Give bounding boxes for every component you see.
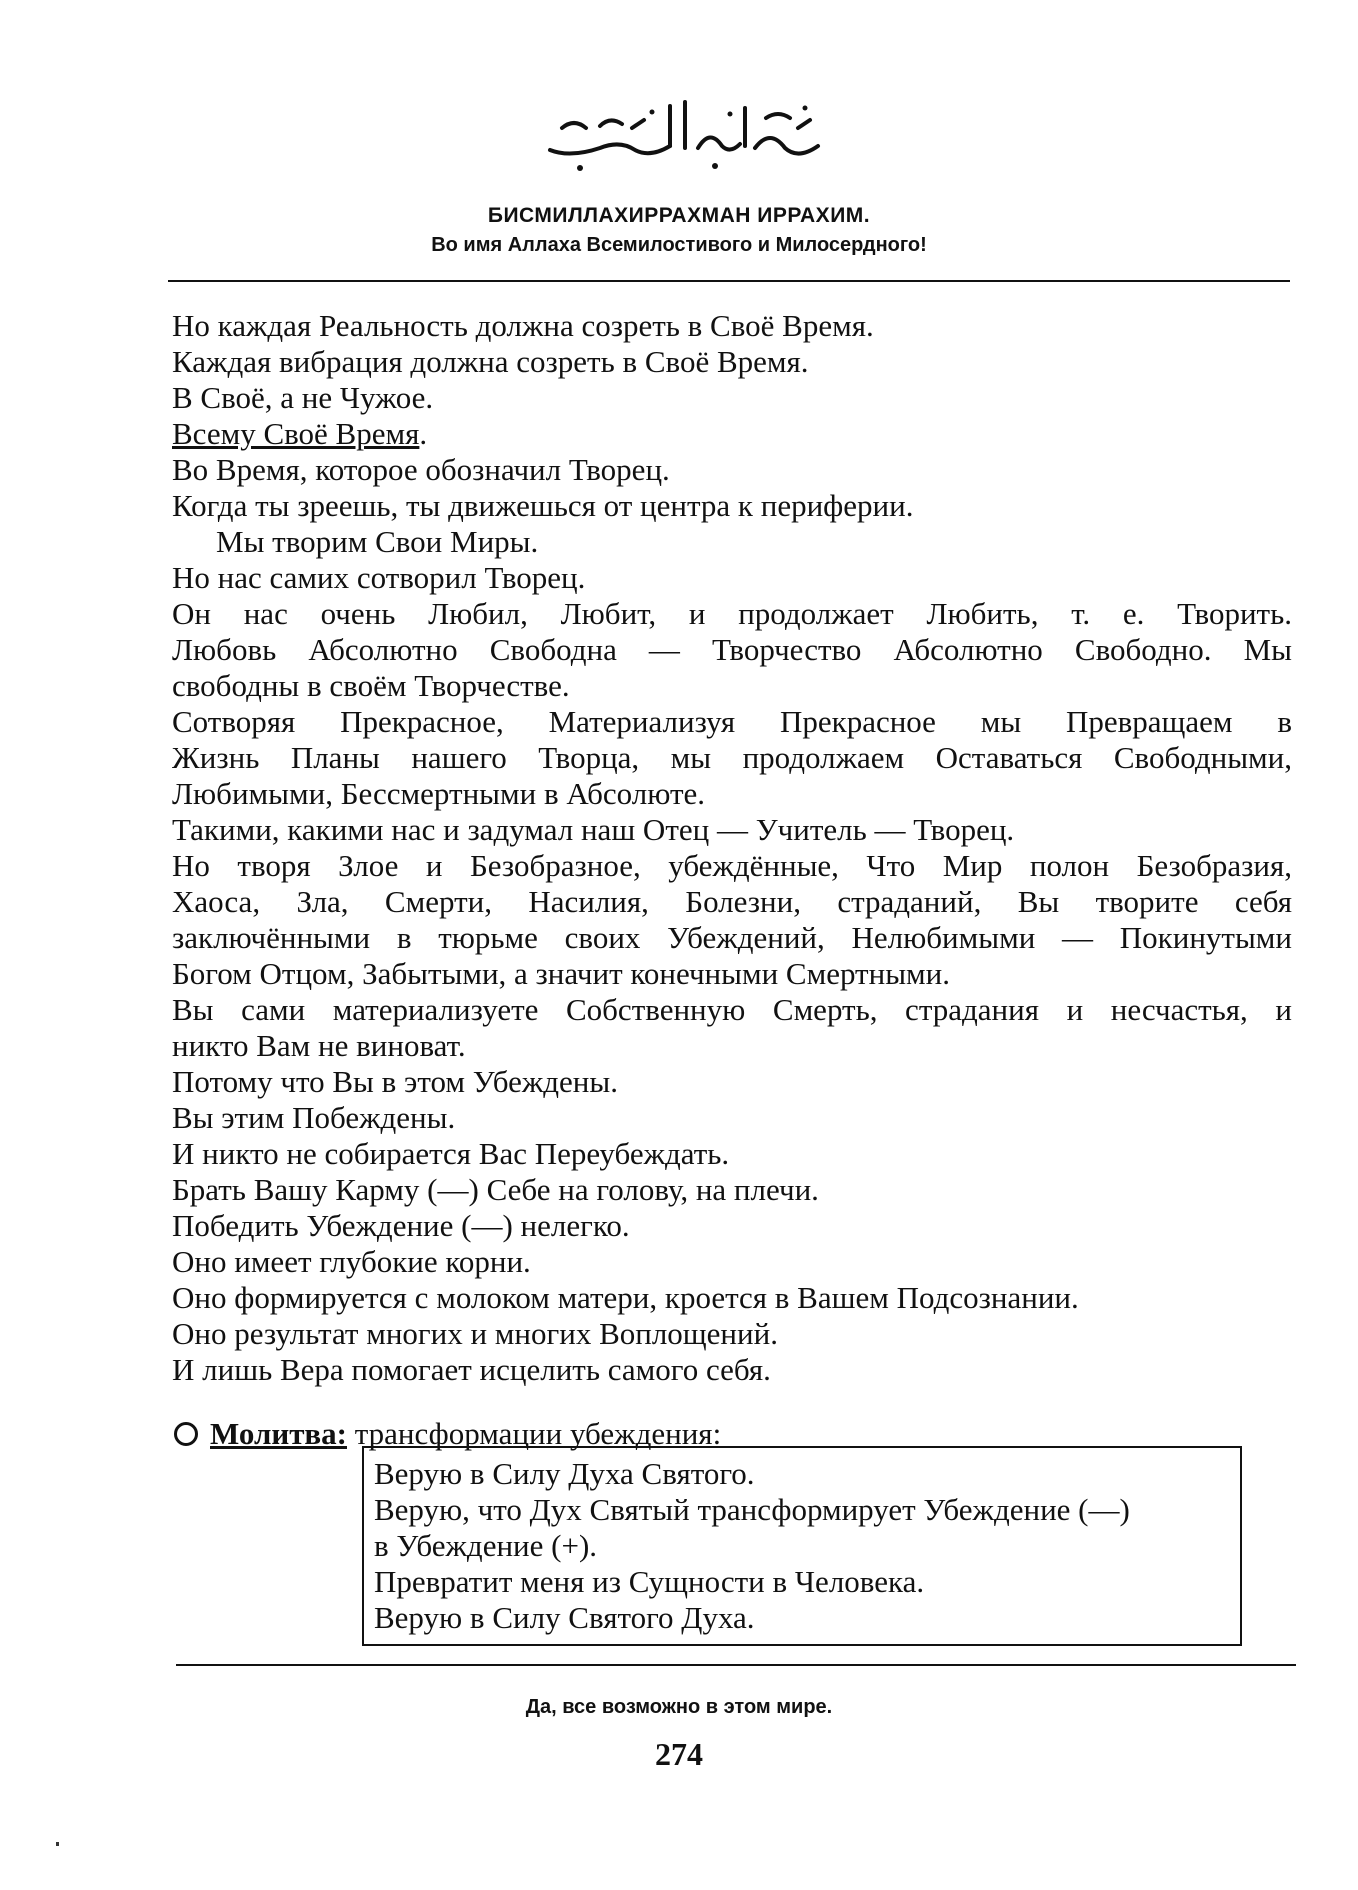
prayer-line: Верую в Силу Святого Духа. (374, 1600, 755, 1635)
text-line: заключёнными в тюрьме своих Убеждений, Нелюбимыми — Покинутыми (172, 920, 1292, 955)
prayer-line: Верую в Силу Духа Святого. (374, 1456, 755, 1491)
header-title: БИСМИЛЛАХИРРАХМАН ИРРАХИМ. (487, 204, 871, 227)
text-line: Вы сами материализуете Собственную Смерть, страдания и несчастья, и (172, 992, 1292, 1027)
header-subtitle: Во имя Аллаха Всемилостивого и Милосердного! (431, 234, 927, 256)
prayer-line: в Убеждение (+). (374, 1528, 598, 1563)
text-line: Но нас самих сотворил Творец. (172, 560, 586, 595)
text-line: Когда ты зреешь, ты движешься от центра к периферии. (172, 488, 914, 523)
text-line: Победить Убеждение (—) нелегко. (172, 1208, 630, 1243)
footer-note: Да, все возможно в этом мире. (525, 1696, 833, 1718)
text-line: Мы творим Свои Миры. (216, 524, 539, 559)
text-line: И никто не собирается Вас Переубеждать. (172, 1136, 730, 1171)
text-line: Брать Вашу Карму (—) Себе на голову, на плечи. (172, 1172, 819, 1207)
text-line: Любимыми, Бессмертными в Абсолюте. (172, 776, 706, 811)
text-line: Оно результат многих и многих Воплощений. (172, 1316, 778, 1351)
text-line: Каждая вибрация должна созреть в Своё Время. (172, 344, 809, 379)
text-line: Богом Отцом, Забытыми, а значит конечными Смертными. (172, 956, 950, 991)
text-line (172, 416, 1292, 452)
scan-speck (56, 1842, 59, 1846)
prayer-title: трансформации убеждения: (354, 1416, 722, 1451)
text-line: Хаоса, Зла, Смерти, Насилия, Болезни, страданий, Вы творите себя (172, 884, 1292, 919)
text-line: Но каждая Реальность должна созреть в Своё Время. (172, 308, 874, 343)
text-line: Такими, какими нас и задумал наш Отец — Учитель — Творец. (172, 812, 1015, 847)
text-line: Но творя Злое и Безобразное, убеждённые, Что Мир полон Безобразия, (172, 848, 1292, 883)
text-line: Оно имеет глубокие корни. (172, 1244, 531, 1279)
prayer-box (362, 1446, 1242, 1646)
page-number: 274 (655, 1736, 703, 1772)
prayer-line: Превратит меня из Сущности в Человека. (374, 1564, 925, 1599)
text-line: Сотворяя Прекрасное, Материализуя Прекрасное мы Превращаем в (172, 704, 1292, 739)
bismillah-calligraphy-icon (540, 88, 830, 178)
text-line: И лишь Вера помогает исцелить самого себя. (172, 1352, 771, 1387)
prayer-label: Молитва: (210, 1416, 347, 1451)
text-line: В Своё, а не Чужое. (172, 380, 434, 415)
bottom-divider (176, 1664, 1296, 1666)
prayer-line: Верую, что Дух Святый трансформирует Убеждение (—) (374, 1492, 1130, 1527)
text-line: Любовь Абсолютно Свободна — Творчество Абсолютно Свободно. Мы (172, 632, 1292, 667)
text-line: никто Вам не виноват. (172, 1028, 466, 1063)
text-line: Жизнь Планы нашего Творца, мы продолжаем Оставаться Свободными, (172, 740, 1292, 775)
body-text (172, 308, 1292, 1388)
circle-bullet-icon (174, 1422, 198, 1446)
underlined-phrase: Всему Своё Время (172, 416, 420, 451)
line-period: . (419, 416, 428, 451)
text-line: Он нас очень Любил, Любит, и продолжает Любить, т. е. Творить. (172, 596, 1292, 631)
text-line: Вы этим Побеждены. (172, 1100, 456, 1135)
text-line: Потому что Вы в этом Убеждены. (172, 1064, 618, 1099)
text-line: Оно формируется с молоком матери, кроется в Вашем Подсознании. (172, 1280, 1079, 1315)
text-line: Во Время, которое обозначил Творец. (172, 452, 670, 487)
text-line: свободны в своём Творчестве. (172, 668, 570, 703)
top-divider (168, 280, 1290, 282)
